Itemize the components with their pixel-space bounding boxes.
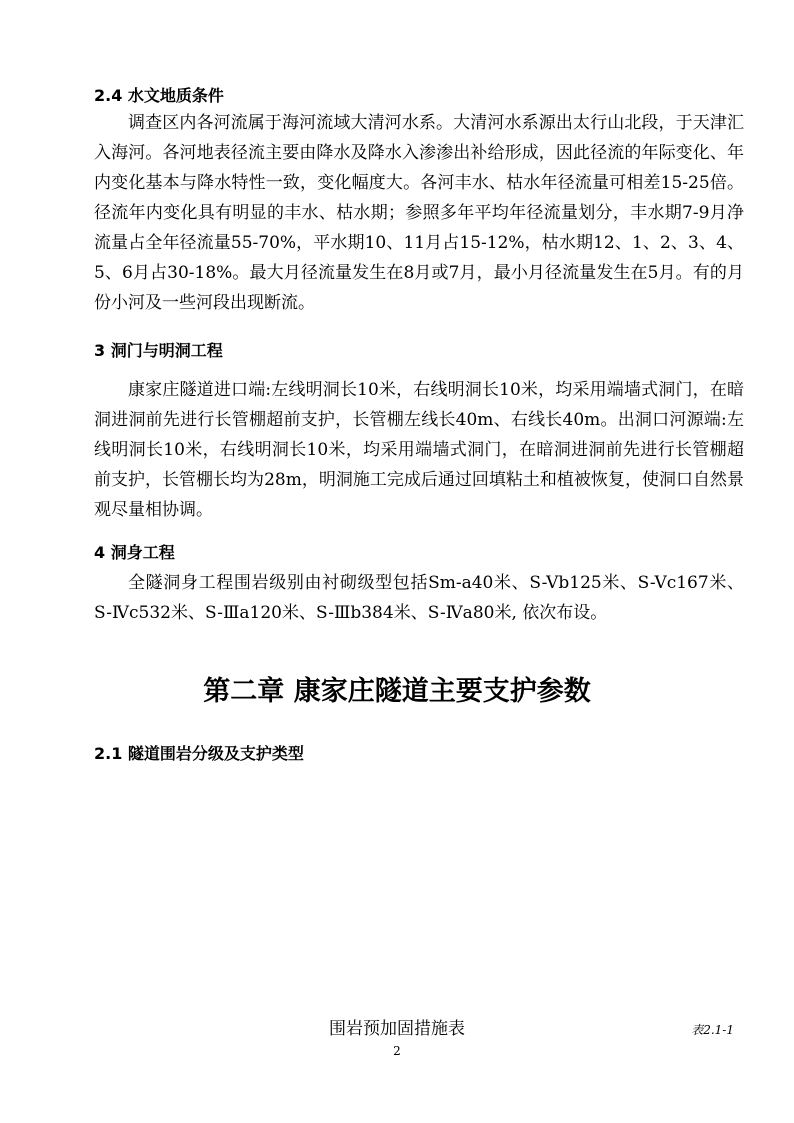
subsection-heading-rock-classification: 2.1 隧道围岩分级及支护类型 — [94, 744, 304, 763]
section-heading-tunnel-body: 4 洞身工程 — [94, 543, 175, 562]
paragraph-portal-works: 康家庄隧道进口端:左线明洞长10米，右线明洞长10米，均采用端墙式洞门，在暗洞进洞前先进行长管棚超前支护，长管棚左线长40m、右线长40m。出洞口河源端:左线明洞长10米，右线明洞长10米，均采用端墙式洞门，在暗洞进洞前先进行长管棚超前支护，长管棚长均为28m，明洞施工完成后通过回填粘土和植被恢复，使洞口自然景观尽量相协调。 — [94, 380, 744, 520]
table-number: 表2.1-1 — [691, 1023, 734, 1037]
chapter-title: 第二章 康家庄隧道主要支护参数 — [203, 676, 591, 707]
table-caption: 围岩预加固措施表 — [329, 1019, 465, 1039]
paragraph-tunnel-body: 全隧洞身工程围岩级别由衬砌级型包括Sm-a40米、S-Vb125米、S-Vc167米、S-Ⅳc532米、S-Ⅲa120米、S-Ⅲb384米、S-Ⅳa80米, 依次布设。 — [94, 573, 744, 623]
paragraph-hydrogeology: 调查区内各河流属于海河流域大清河水系。大清河水系源出太行山北段，于天津汇入海河。各河地表径流主要由降水及降水入渗渗出补给形成，因此径流的年际变化、年内变化基本与降水特性一致，变化幅度大。各河丰水、枯水年径流量可相差15-25倍。径流年内变化具有明显的丰水、枯水期；参照多年平均年径流量划分，丰水期7-9月净流量占全年径流量55-70%，平水期10、11月占15-12%，枯水期12、1、2、3、4、5、6月占30-18%。最大月径流量发生在8月或7月，最小月径流量发生在5月。有的月份小河及一些河段出现断流。 — [94, 113, 744, 313]
section-heading-hydrogeology: 2.4 水文地质条件 — [94, 86, 224, 105]
page-number: 2 — [393, 1044, 401, 1058]
section-heading-portal-works: 3 洞门与明洞工程 — [94, 341, 223, 360]
